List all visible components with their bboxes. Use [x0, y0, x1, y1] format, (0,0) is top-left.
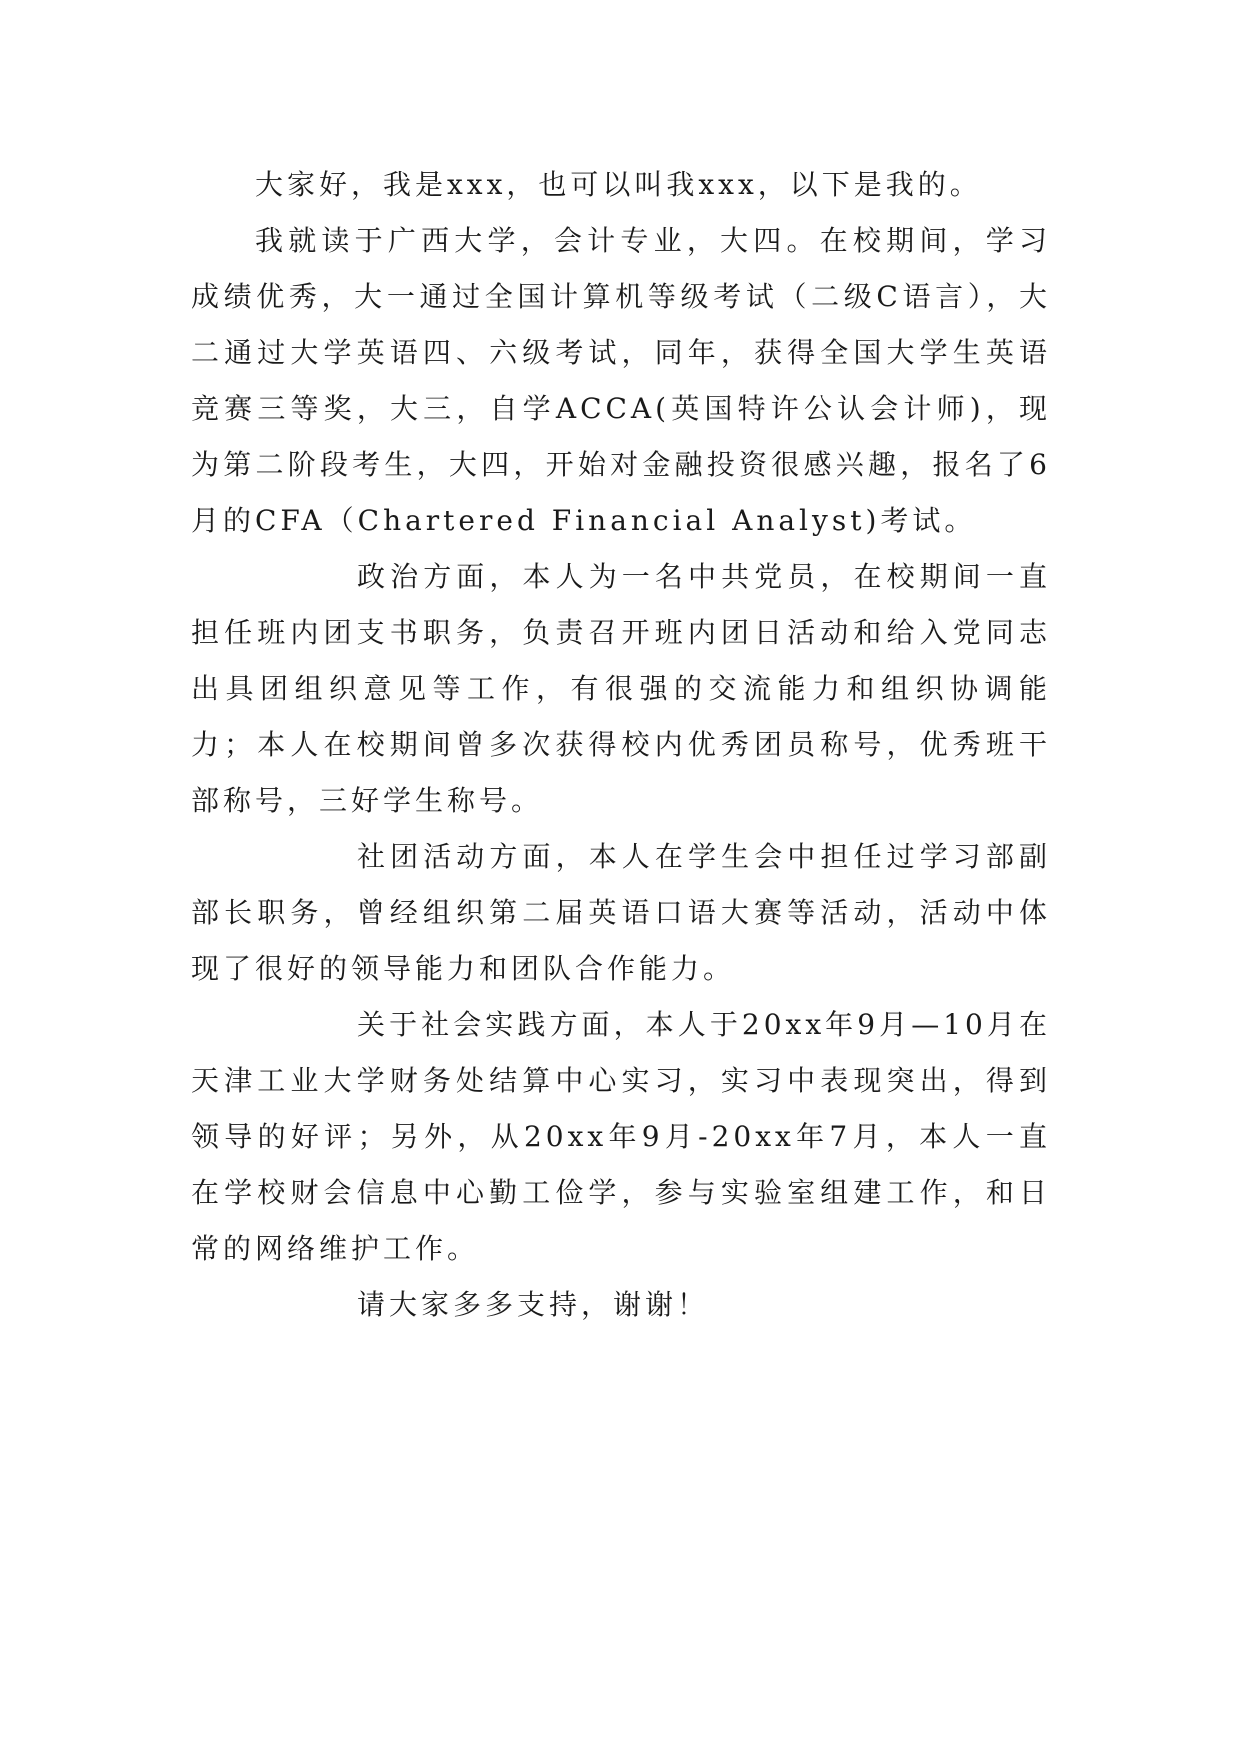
document-body [191, 157, 1051, 1333]
club-activities-paragraph: 社团活动方面，本人在学生会中担任过学习部副部长职务，曾经组织第二届英语口语大赛等活动，活动中体现了很好的领导能力和团队合作能力。 [191, 840, 1051, 985]
closing-paragraph: 请大家多多支持，谢谢！ [357, 1288, 710, 1321]
politics-paragraph: 政治方面，本人为一名中共党员，在校期间一直担任班内团支书职务，负责召开班内团日活动和给入党同志出具团组织意见等工作，有很强的交流能力和组织协调能力；本人在校期间曾多次获得校内优秀团员称号，优秀班干部称号，三好学生称号。 [191, 560, 1051, 817]
social-practice-paragraph: 关于社会实践方面，本人于20xx年9月—10月在天津工业大学财务处结算中心实习，实习中表现突出，得到领导的好评；另外，从20xx年9月-20xx年7月，本人一直在学校财会信息中心勤工俭学，参与实验室组建工作，和日常的网络维护工作。 [191, 1008, 1051, 1265]
education-paragraph: 我就读于广西大学，会计专业，大四。在校期间，学习成绩优秀，大一通过全国计算机等级考试（二级C语言），大二通过大学英语四、六级考试，同年，获得全国大学生英语竞赛三等奖，大三，自学ACCA(英国特许公认会计师)，现为第二阶段考生，大四，开始对金融投资很感兴趣，报名了6月的CFA（Chartered Financial Analyst)考试。 [191, 224, 1051, 537]
greeting-paragraph: 大家好，我是xxx，也可以叫我xxx，以下是我的。 [255, 168, 982, 201]
